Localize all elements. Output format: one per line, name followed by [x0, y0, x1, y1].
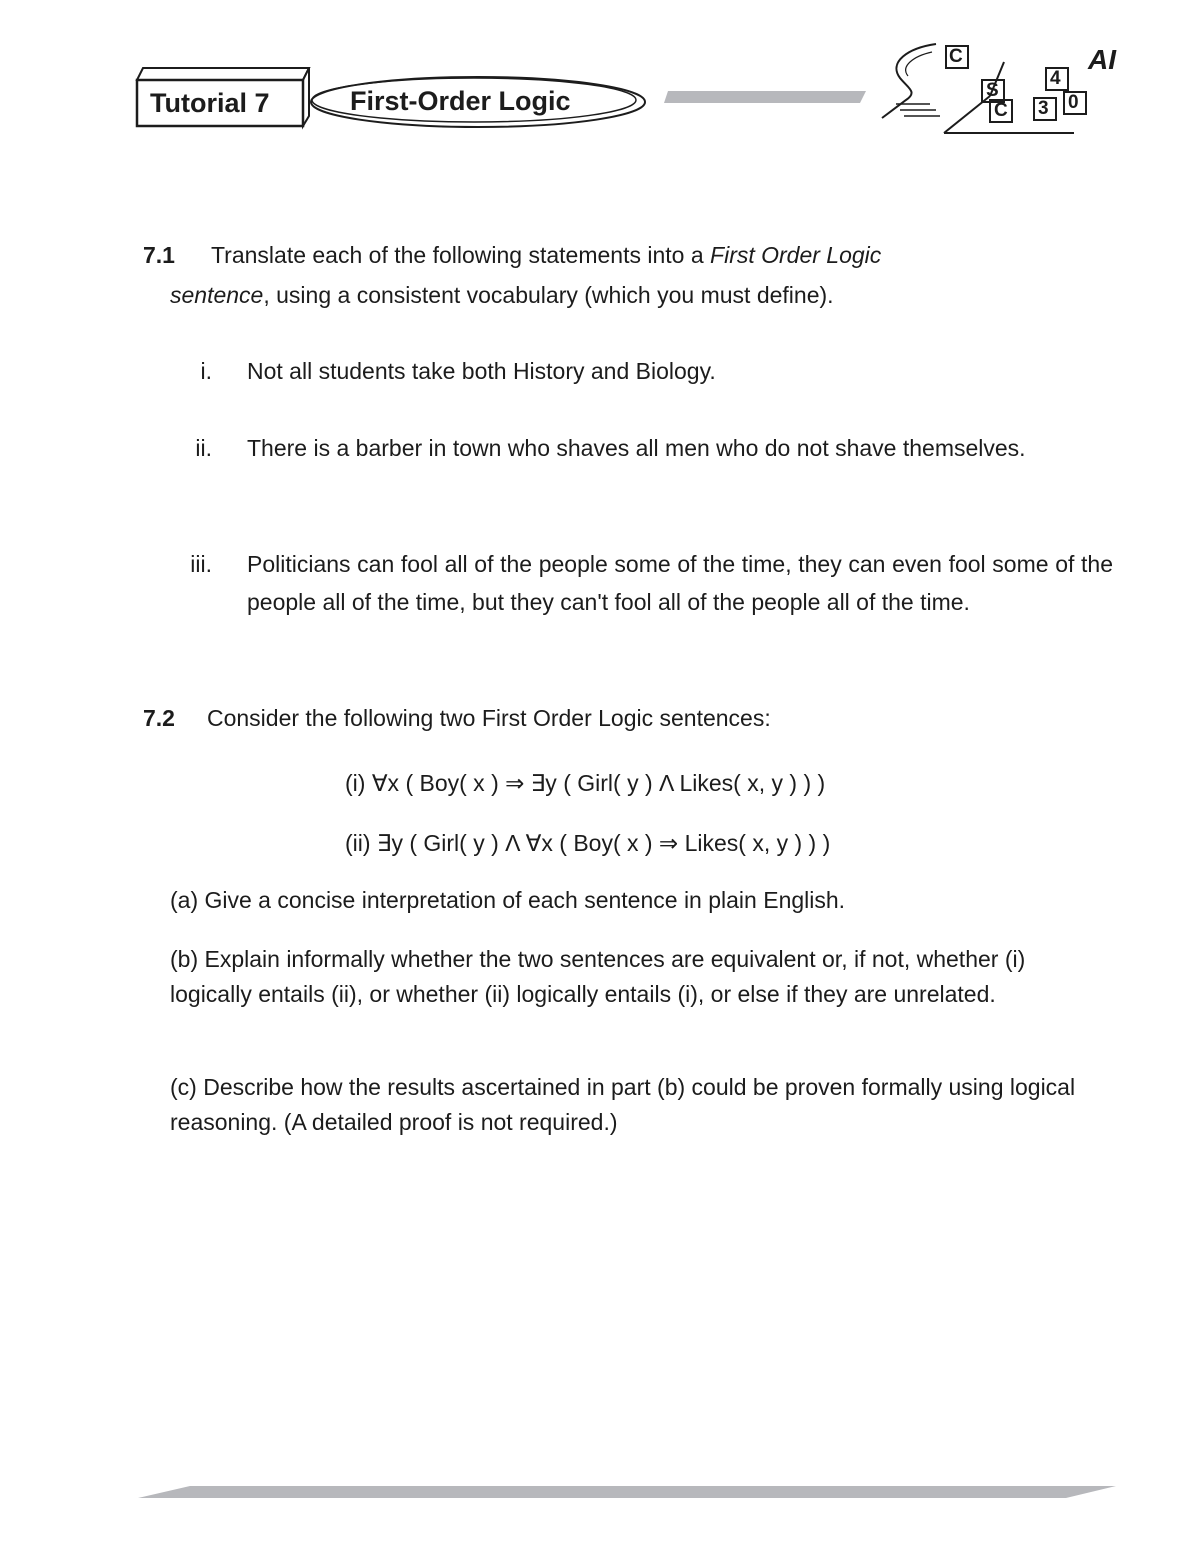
q71-item-label: ii.	[195, 435, 212, 461]
footer-rule	[138, 1486, 1116, 1498]
logo-ai-tag: AI	[1088, 44, 1116, 75]
q71-intro-text: Translate each of the following statements into a	[210, 242, 711, 268]
q72-number: 7.2	[143, 705, 175, 731]
logo-letter: 0	[1068, 92, 1079, 113]
q71-intro-line2	[170, 276, 1100, 314]
q71-item-text: Politicians can fool all of the people some of the time, they can even fool some of the people all of the time, but they can't fool all of the people all of the time.	[247, 551, 1113, 615]
logo-letter: C	[949, 46, 963, 67]
q71-intro	[143, 236, 1103, 274]
q72-part-b: (b) Explain informally whether the two sentences are equivalent or, if not, whether (i) logically entails (ii), or whether (ii) logically entails (i), or else if they are unrelated.	[170, 946, 1026, 1007]
q71-number: 7.1	[143, 242, 175, 268]
q71-intro-emphasis: First Order Logic	[710, 242, 882, 268]
q71-intro-text-2: , using a consistent vocabulary (which you must define).	[263, 282, 834, 308]
topic-label: First-Order Logic	[350, 86, 571, 116]
q71-item-label: iii.	[190, 551, 212, 577]
q71-item-text: There is a barber in town who shaves all men who do not shave themselves.	[247, 435, 1026, 461]
q72-formula-i: (i) ∀x ( Boy( x ) ⇒ ∃y ( Girl( y ) Λ Likes( x, y ) ) )	[345, 770, 826, 796]
header-graphics	[0, 0, 1200, 160]
q72-formula-ii: (ii) ∃y ( Girl( y ) Λ ∀x ( Boy( x ) ⇒ Likes( x, y ) ) )	[345, 830, 831, 856]
q72-intro	[143, 699, 1103, 737]
q72-intro-text: Consider the following two First Order Logic sentences:	[206, 705, 771, 731]
logo-letter: S	[986, 80, 999, 101]
q72-part-c: (c) Describe how the results ascertained in part (b) could be proven formally using logical reasoning. (A detailed proof is not required.)	[170, 1074, 1076, 1135]
q71-item-text: Not all students take both History and Biology.	[247, 358, 716, 384]
q72-part-a: (a) Give a concise interpretation of each sentence in plain English.	[170, 887, 846, 913]
tutorial-label: Tutorial 7	[150, 88, 270, 118]
header-rule	[664, 91, 866, 103]
logo-letter: 4	[1050, 68, 1061, 89]
logo-letter: 3	[1038, 98, 1049, 119]
q71-intro-emphasis-2: sentence	[170, 282, 264, 308]
logo-letter: C	[994, 100, 1008, 121]
q71-item-label: i.	[200, 358, 212, 384]
